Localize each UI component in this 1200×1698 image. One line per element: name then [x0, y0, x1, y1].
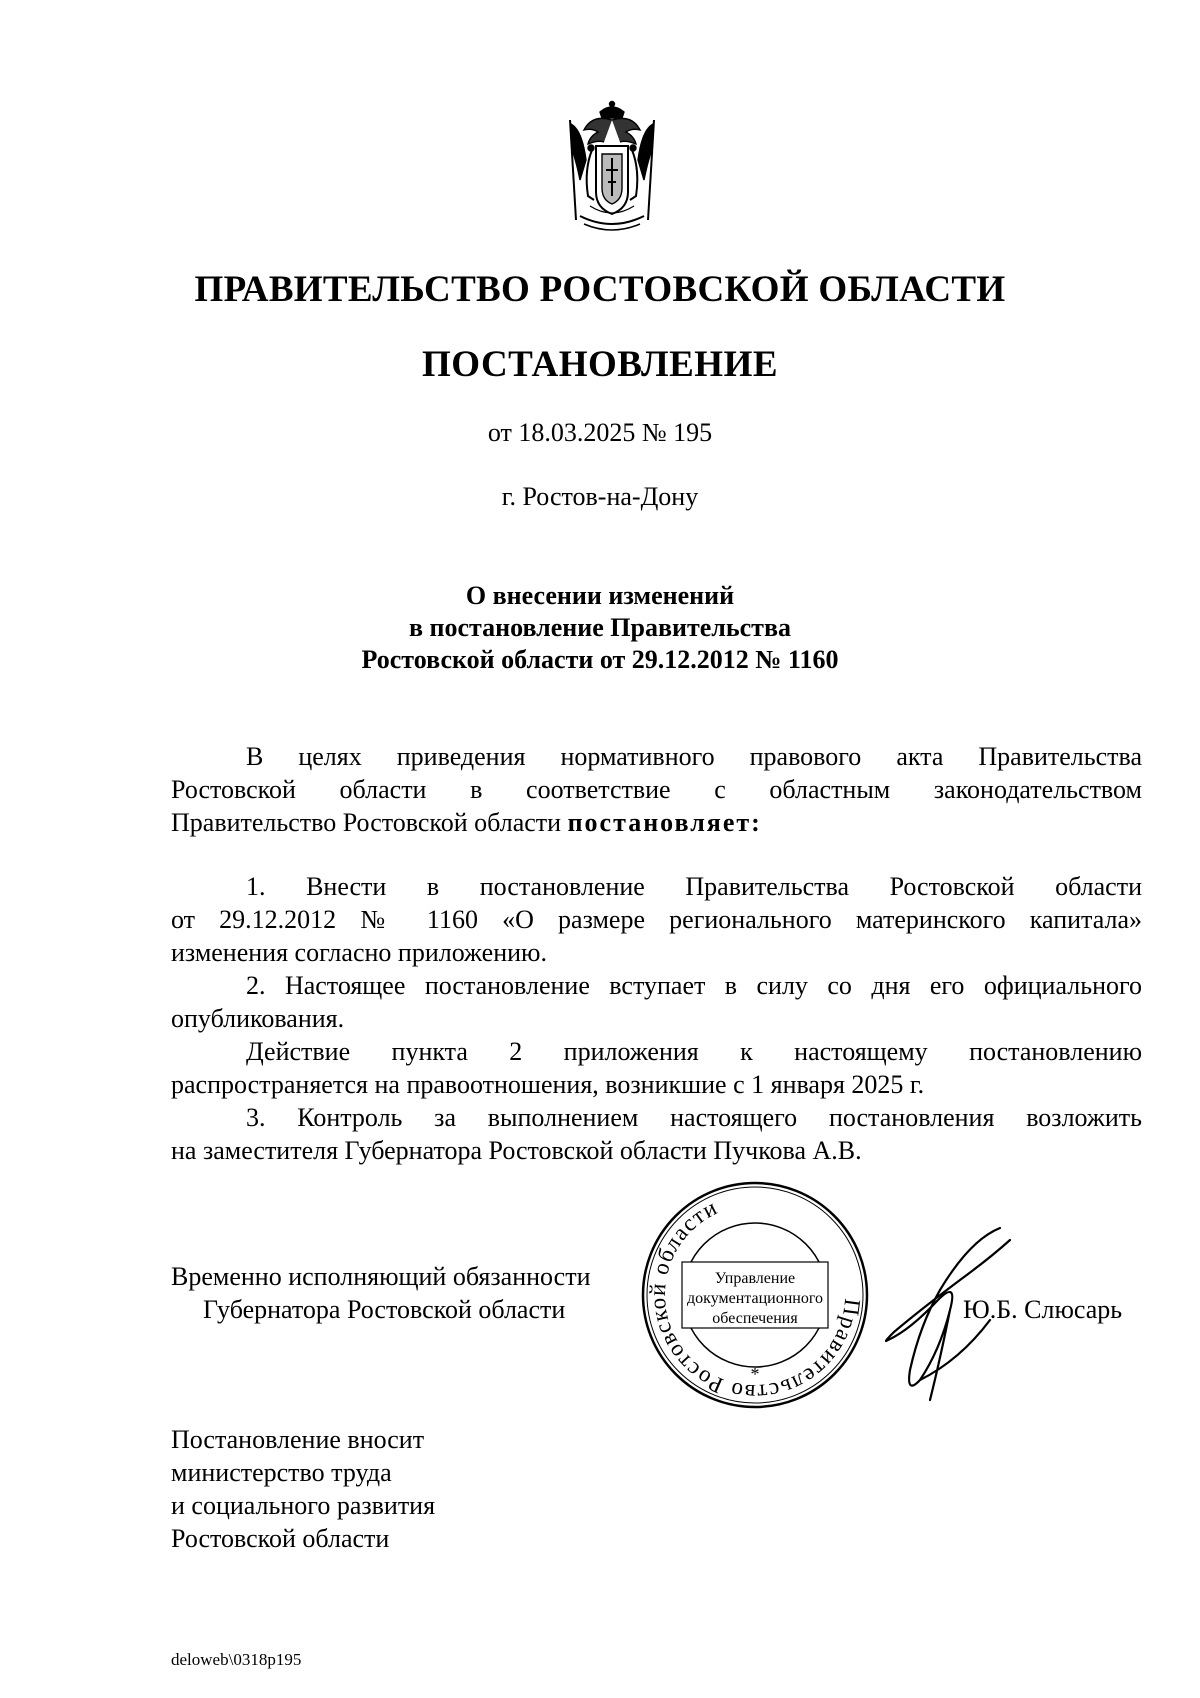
preamble-line	[171, 806, 1142, 839]
subject-line: О внесении изменений	[465, 581, 735, 610]
item-3-line: на заместителя Губернатора Ростовской области Пучкова А.В.	[171, 1136, 862, 1165]
stamp-center-line: Управление	[714, 1270, 796, 1287]
document-type: ПОСТАНОВЛЕНИЕ	[421, 344, 779, 385]
submitter-line: и социального развития	[171, 1491, 436, 1520]
preamble-line: Ростовской области в соответствие с областным законодательством	[171, 775, 1142, 804]
submitter-line: министерство труда	[171, 1458, 392, 1487]
coat-of-arms-emblem	[562, 100, 662, 234]
subject-line: в постановление Правительства	[408, 613, 791, 642]
resolves-keyword: постановляет:	[567, 808, 762, 837]
item-2-note-line: распространяется на правоотношения, возникшие с 1 января 2025 г.	[171, 1070, 925, 1099]
item-1-line: от 29.12.2012 № 1160 «О размере регионального материнского капитала»	[171, 905, 1142, 934]
signatory-name: Ю.Б. Слюсарь	[963, 1295, 1123, 1324]
document-city: г. Ростов-на-Дону	[501, 482, 699, 511]
submitter-line: Ростовской области	[171, 1524, 390, 1553]
stamp-ring-text: Правительство Ростовской области	[644, 1194, 866, 1406]
stamp-center-line: документационного	[687, 1290, 823, 1307]
document-subject	[0, 580, 1200, 676]
item-2-line: 2. Настоящее постановление вступает в силу со дня его официального	[246, 971, 1142, 1000]
item-2-line: опубликования.	[171, 1004, 345, 1033]
item-2-note-line: Действие пункта 2 приложения к настоящему постановлению	[246, 1037, 1142, 1066]
organization-name: ПРАВИТЕЛЬСТВО РОСТОВСКОЙ ОБЛАСТИ	[194, 269, 1006, 310]
item-3-line: 3. Контроль за выполнением настоящего постановления возложить	[246, 1103, 1142, 1132]
item-1-line: 1. Внести в постановление Правительства Ростовской области	[246, 872, 1142, 901]
preamble-line: В целях приведения нормативного правового акта Правительства	[246, 742, 1142, 771]
stamp-star: *	[750, 1364, 760, 1384]
preamble-text: Правительство Ростовской области	[171, 808, 568, 837]
official-stamp	[640, 1180, 870, 1410]
submitter-line: Постановление вносит	[171, 1425, 425, 1454]
signatory-title-line: Губернатора Ростовской области	[203, 1295, 566, 1324]
submitter-block	[171, 1423, 435, 1555]
stamp-center-line: обеспечения	[712, 1310, 798, 1327]
subject-line: Ростовской области от 29.12.2012 № 1160	[361, 645, 839, 674]
document-date-number: от 18.03.2025 № 195	[487, 418, 713, 447]
document-id: deloweb\0318p195	[171, 1650, 302, 1669]
signatory-title-line: Временно исполняющий обязанности	[171, 1262, 591, 1291]
item-1-line: изменения согласно приложению.	[171, 938, 547, 967]
